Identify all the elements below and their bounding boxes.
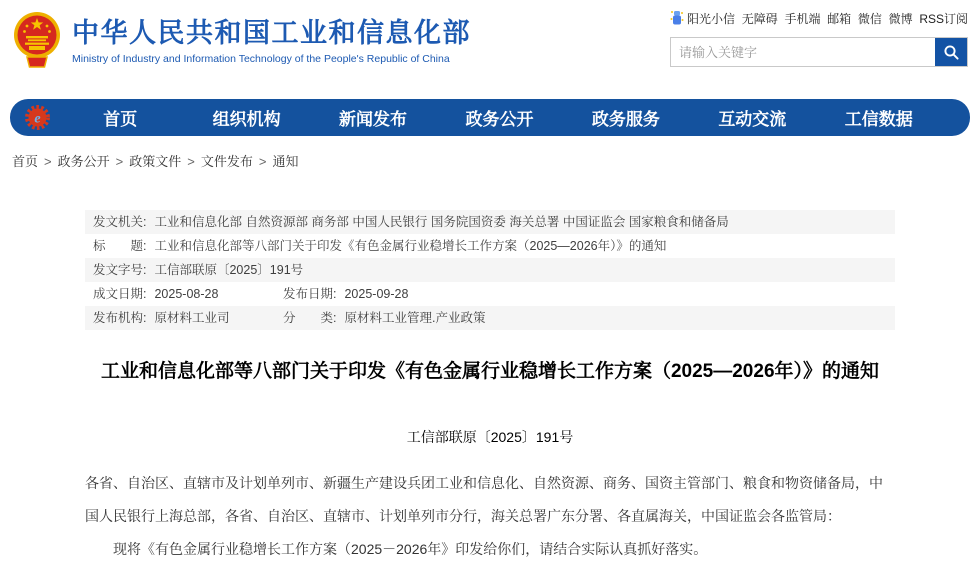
- breadcrumb-separator: >: [115, 154, 124, 169]
- meta-label: 发布机构:: [93, 311, 147, 325]
- nav-item-3[interactable]: 政务公开: [465, 110, 534, 129]
- breadcrumb-item-4: 通知: [272, 154, 299, 169]
- top-link-1[interactable]: [742, 10, 778, 27]
- meta-cell: [93, 210, 729, 234]
- meta-value: 2025-08-28: [154, 287, 219, 301]
- article-doc-number: 工信部联原〔2025〕191号: [406, 429, 574, 445]
- meta-label: 发文字号:: [93, 263, 147, 277]
- search-icon: [943, 44, 960, 61]
- meta-label: 发布日期:: [283, 287, 337, 301]
- breadcrumb-item-0[interactable]: 首页: [12, 154, 39, 169]
- site-title: 中华人民共和国工业和信息化部: [72, 17, 471, 48]
- top-link-label: 微信: [857, 11, 882, 26]
- top-link-5[interactable]: [889, 10, 913, 27]
- meta-value: 2025-09-28: [344, 287, 409, 301]
- meta-value: 原材料工业司: [154, 311, 230, 325]
- svg-text:e: e: [34, 111, 41, 127]
- top-link-label: 邮箱: [827, 11, 852, 26]
- site-header: [0, 0, 980, 97]
- top-link-label: 阳光小信: [687, 11, 736, 26]
- top-link-label: 微博: [888, 11, 913, 26]
- meta-cell: [93, 282, 283, 306]
- nav-item-1[interactable]: 组织机构: [212, 110, 281, 129]
- top-link-label: 无障碍: [741, 11, 778, 26]
- search-input[interactable]: [671, 38, 935, 66]
- meta-cell: [93, 234, 666, 258]
- meta-cell: [283, 306, 485, 330]
- meta-row: [85, 210, 895, 234]
- article-title: 工业和信息化部等八部门关于印发《有色金属行业稳增长工作方案（2025—2026年）》的通知: [100, 361, 880, 382]
- meta-value: 工业和信息化部等八部门关于印发《有色金属行业稳增长工作方案（2025—2026年）》的通知: [154, 239, 667, 253]
- meta-row: [85, 306, 895, 330]
- brand-text: [72, 16, 471, 65]
- meta-row: [85, 258, 895, 282]
- meta-label: 成文日期:: [93, 287, 147, 301]
- main-nav: [10, 99, 970, 136]
- search-button[interactable]: [935, 38, 967, 66]
- nav-item-5[interactable]: 互动交流: [718, 110, 787, 129]
- meta-value: 工业和信息化部 自然资源部 商务部 中国人民银行 国务院国资委 海关总署 中国证监会 国家粮食和储备局: [154, 215, 729, 229]
- top-link-label: 手机端: [784, 11, 821, 26]
- meta-row: [85, 234, 895, 258]
- meta-label: 发文机关:: [93, 215, 147, 229]
- breadcrumb-item-3[interactable]: 文件发布: [200, 154, 253, 169]
- nav-item-6[interactable]: 工信数据: [844, 110, 913, 129]
- site-brand[interactable]: [12, 9, 471, 71]
- meta-value: 原材料工业管理.产业政策: [344, 311, 486, 325]
- search-bar: [670, 37, 968, 67]
- top-link-4[interactable]: [858, 10, 882, 27]
- article-paragraph: 各省、自治区、直辖市及计划单列市、新疆生产建设兵团工业和信息化、自然资源、商务、国资主管部门、粮食和物资储备局，中国人民银行上海总部，各省、自治区、直辖市、计划单列市分行，海关总署广东分署、各直属海关，中国证监会各监管局：: [85, 475, 883, 524]
- mascot-icon: [670, 10, 684, 26]
- meta-cell: [93, 258, 303, 282]
- nav-item-0[interactable]: 首页: [103, 110, 138, 129]
- meta-row: [85, 282, 895, 306]
- miit-logo-icon: [24, 104, 51, 131]
- breadcrumb-separator: >: [187, 154, 195, 169]
- top-links: [670, 8, 968, 28]
- breadcrumb-separator: >: [44, 154, 52, 169]
- site-subtitle: Ministry of Industry and Information Technology of the People's Republic of China: [72, 52, 450, 65]
- meta-label: 标 题:: [93, 239, 147, 253]
- document-meta-table: [85, 210, 895, 330]
- article-paragraph: 现将《有色金属行业稳增长工作方案（2025－2026年》印发给你们，请结合实际认真抓好落实。: [113, 541, 708, 557]
- top-link-3[interactable]: [827, 10, 851, 27]
- header-utilities: [670, 8, 968, 67]
- top-link-6[interactable]: [919, 10, 968, 27]
- top-link-0[interactable]: [670, 10, 735, 27]
- breadcrumb-separator: >: [258, 154, 267, 169]
- top-link-2[interactable]: [784, 10, 820, 27]
- breadcrumb-item-1[interactable]: 政务公开: [57, 154, 110, 169]
- meta-value: 工信部联原〔2025〕191号: [154, 263, 304, 277]
- nav-item-4[interactable]: 政务服务: [591, 110, 660, 129]
- meta-label: 分 类:: [283, 311, 337, 325]
- meta-cell: [283, 282, 408, 306]
- meta-cell: [93, 306, 283, 330]
- breadcrumb-item-2[interactable]: 政策文件: [129, 154, 182, 169]
- national-emblem-icon: [12, 9, 62, 71]
- article-body: [85, 467, 895, 566]
- breadcrumb: [12, 151, 980, 170]
- nav-item-2[interactable]: 新闻发布: [339, 110, 408, 129]
- top-link-label: RSS订阅: [919, 11, 968, 26]
